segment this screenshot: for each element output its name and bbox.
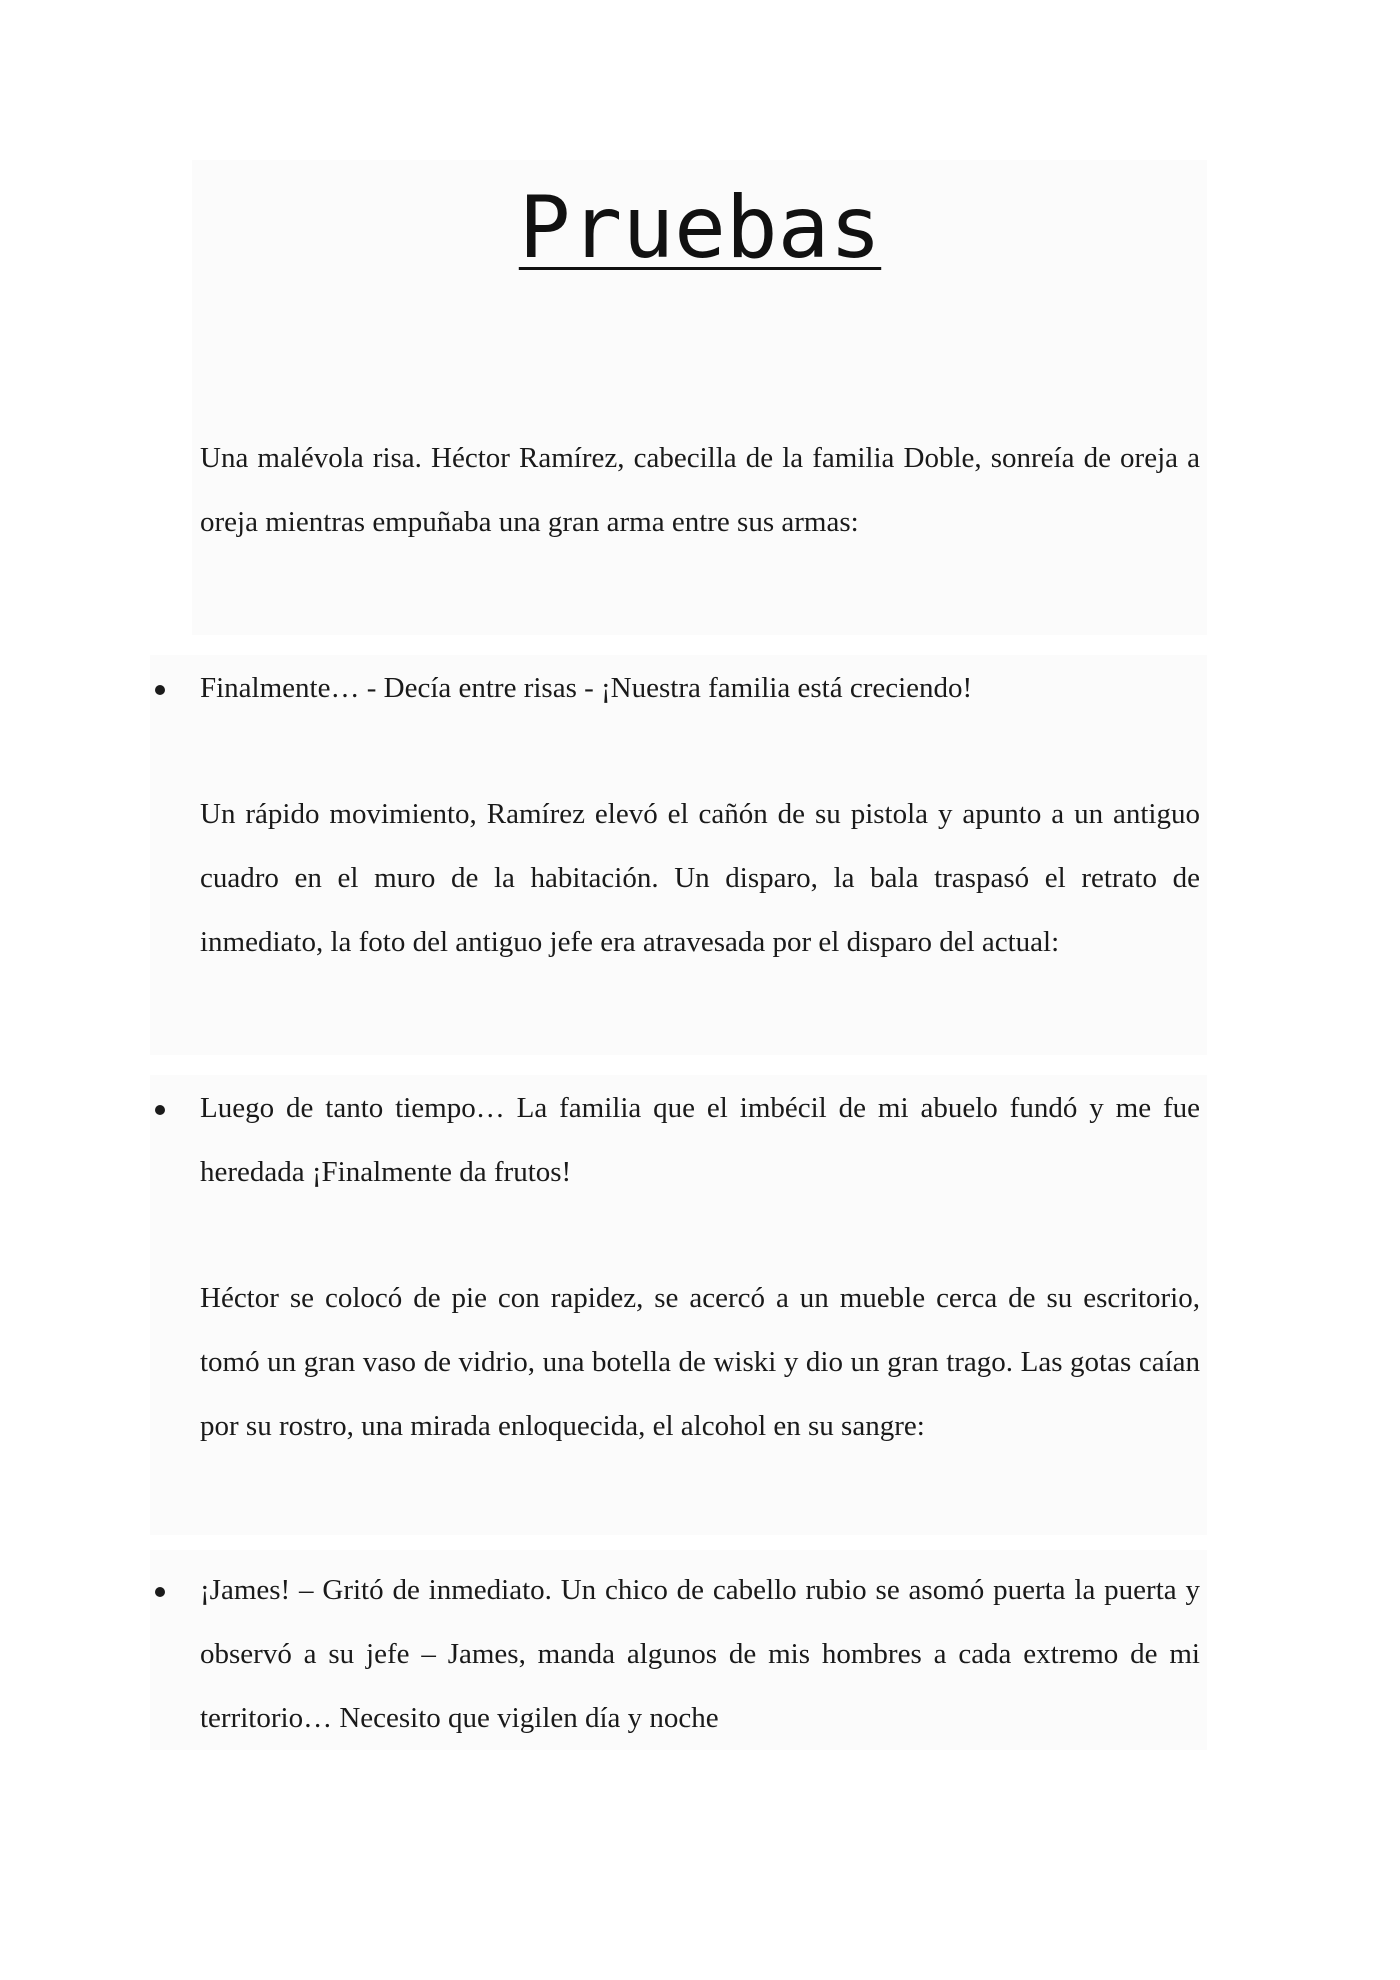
page-title <box>0 178 1400 278</box>
bullet-icon <box>155 1105 165 1115</box>
narration-paragraph: Una malévola risa. Héctor Ramírez, cabecilla de la familia Doble, sonreía de oreja a oreja mientras empuñaba una gran arma entre sus armas: <box>200 442 1200 538</box>
dialogue-paragraph: Luego de tanto tiempo… La familia que el imbécil de mi abuelo fundó y me fue heredada ¡Finalmente da frutos! <box>200 1092 1200 1188</box>
narration-paragraph: Un rápido movimiento, Ramírez elevó el cañón de su pistola y apunto a un antiguo cuadro en el muro de la habitación. Un disparo, la bala traspasó el retrato de inmediato, la foto del antiguo jefe era atravesada por el disparo del actual: <box>200 798 1200 958</box>
dialogue-paragraph: Finalmente… - Decía entre risas - ¡Nuestra familia está creciendo! <box>200 672 973 704</box>
bullet-icon <box>155 685 165 695</box>
narration-paragraph: Héctor se colocó de pie con rapidez, se acercó a un mueble cerca de su escritorio, tomó un gran vaso de vidrio, una botella de wiski y dio un gran trago. Las gotas caían por su rostro, una mirada enloquecida, el alcohol en su sangre: <box>200 1282 1200 1442</box>
bullet-icon <box>155 1587 165 1597</box>
page-title-text: Pruebas <box>518 178 882 278</box>
dialogue-paragraph: ¡James! – Gritó de inmediato. Un chico de cabello rubio se asomó puerta la puerta y observó a su jefe – James, manda algunos de mis hombres a cada extremo de mi territorio… Necesito que vigilen día y noche <box>200 1574 1200 1734</box>
